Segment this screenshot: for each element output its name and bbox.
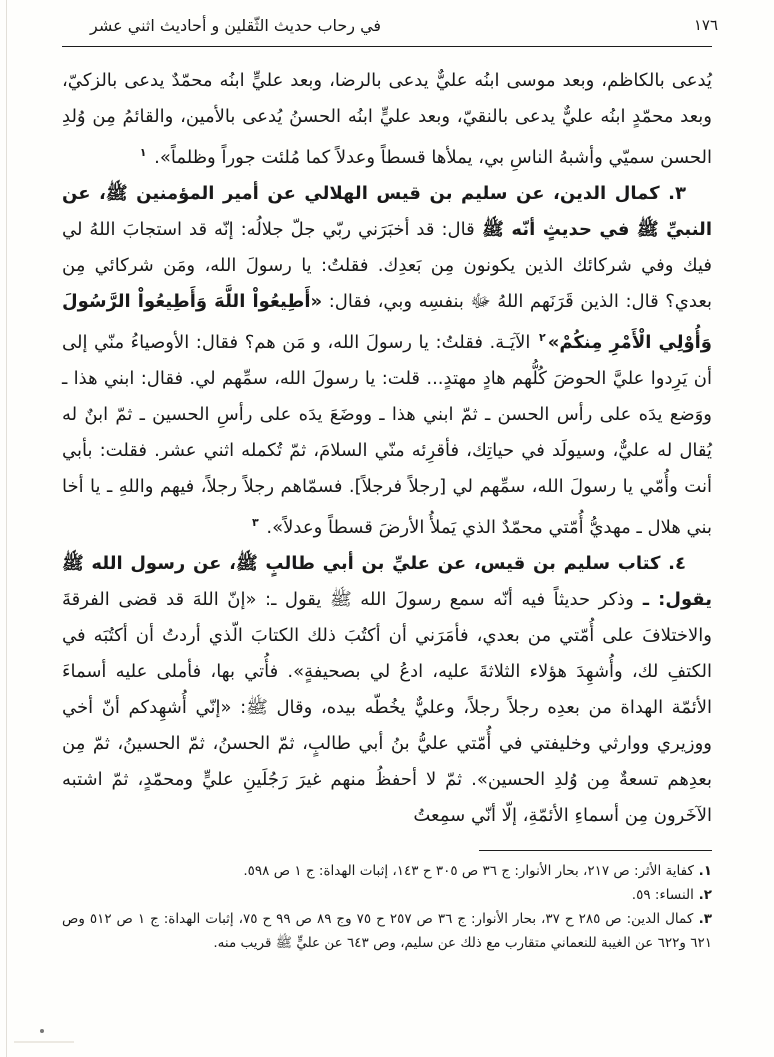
- footnotes-list: [62, 859, 712, 955]
- page-header: [62, 14, 718, 46]
- paragraph: [62, 176, 712, 546]
- scan-edge-artifact: [6, 0, 7, 1057]
- running-title: في رحاب حديث الثّقلين و أحاديث اثني عشر: [90, 16, 382, 35]
- text-run: وذكر حديثاً فيه أنّه سمع رسولَ الله ﷺ يقول ـ: «إنّ اللهَ قد قضى الفرقةَ والاختلافَ على أُمّتي من بعدي، فأمَرَني أن أكتُبَ ذلك الكتابَ الّذي أردتُ أن أكتُبَه في الكتفِ لك، وأُشهِدَ هؤلاء الثلاثةَ عليه، ادعُ لي بصحيفةٍ». فأُتي بها، فأملى عليه أسماءَ الأئمّة الهداة من بعدِه رجلاً رجلاً، وعليٌّ يخُطّه بيده، وقال ﷺ: «إنّي أُشهِدكم أنّ أخي ووزيري ووارثي وخليفتي في أُمّتي عليُّ بنُ أبي طالبٍ، ثمّ الحسنُ، ثمّ الحسينُ، ثمّ مِن بعدِهم تسعةٌ مِن وُلدِ الحسين». ثمّ لا أحفظُ منهم غيرَ رَجُلَينِ عليٍّ ومحمّدٍ، ثمّ اشتبه الآخَرون مِن أسماءِ الأئمّةِ، إلّا أنّي سمِعتُ: [62, 589, 712, 826]
- paragraph: [62, 63, 712, 176]
- text-run: ٤. كتاب سليم بن قيس، عن عليِّ بن أبي طالبٍ ﷺ، عن رسول الله ﷺ يقول: ـ: [62, 553, 712, 610]
- scan-speck-artifact: [40, 1029, 44, 1033]
- footnote-text: كفاية الأثر: ص ٢١٧، بحار الأنوار: ج ٣٦ ص ٣٠٥ ح ١٤٣، إثبات الهداة: ج ١ ص ٥٩٨.: [243, 863, 694, 879]
- text-run: يُدعى بالكاظم، وبعد موسى ابنُه عليٌّ يدعى بالرضا، وبعد عليٍّ ابنُه محمّدٌ يدعى بالزكيّ، وبعد محمّدٍ ابنُه عليٌّ يدعى بالنقيّ، وبعد عليٍّ ابنُه الحسنُ يُدعى بالأمين، والقائمُ مِن وُلدِ الحسن سميّي وأشبهُ الناسِ بي، يملأها قسطاً وعدلاً كما مُلئت جوراً وظلماً».: [62, 70, 712, 168]
- footnote-item: [62, 859, 712, 883]
- footnote-item: [62, 883, 712, 907]
- text-run: «أَطِيعُواْ اللَّهَ وَأَطِيعُواْ الرَّسُولَ وَأُوْلِي الْأَمْرِ مِنكُمْ»: [62, 291, 712, 353]
- footnote-ref: ٣: [251, 516, 259, 529]
- text-run: الآيَـة. فقلتُ: يا رسولَ الله، و مَن هم؟ فقال: الأوصياءُ منّي إلى أن يَرِدوا عليَّ الحوضَ كُلُّهم هادٍ مهتدٍ... قلت: يا رسولَ الله، سمِّهم لي. فقال: ابني هذا ـ ووَضع يدَه على رأس الحسن ـ ثمّ ابني هذا ـ ووضَعَ يدَه على رأسِ الحسين ـ ثمّ ابنٌ له يُقال له عليٌّ، وسيولَد في حياتِك، فأقرِئه منّي السلامَ، ثمّ تُكمله اثني عشر. فقلت: بأبي أنت وأُمّي يا رسولَ الله، سمِّهم لي [رجلاً فرجلاً]. فسمّاهم رجلاً رجلاً، فيهم واللهِ ـ يا أخا بني هلال ـ مهديُّ أُمّتي محمّدٌ الذي يَملأُ الأرضَ قسطاً وعدلاً».: [62, 332, 712, 538]
- footnote-number: ٣.: [693, 911, 713, 927]
- footnote-number: ٢.: [693, 887, 712, 903]
- footnotes: [62, 850, 712, 955]
- header-rule: [62, 46, 712, 47]
- footnote-item: [62, 907, 712, 955]
- text-run: ٣. كمال الدين، عن سليم بن قيس الهلالي عن أمير المؤمنين ﷺ، عن النبيِّ ﷺ في حديثٍ أنّه ﷺ: [62, 183, 712, 240]
- paragraph: [62, 546, 712, 834]
- footnote-ref: ١: [139, 146, 147, 159]
- page-number: ١٧٦: [693, 16, 718, 34]
- text-run: قال: قد أخبَرَني ربّي جلّ جلالُه: إنّه قد استجابَ اللهُ لي فيك وفي شركائك الذين يكونون مِن بَعدِك. فقلتُ: يا رسولَ الله، ومَن شركائي مِن بعدي؟ قال: الذين قَرَنَهم اللهُ ﷻ بنفسِه وبي، فقال:: [62, 219, 713, 312]
- footnote-ref: ٢: [538, 331, 546, 344]
- footnote-text: النساء: ٥٩.: [631, 887, 694, 903]
- footnote-number: ١.: [693, 863, 712, 879]
- scan-smudge-artifact: [14, 1041, 74, 1043]
- body-text: [62, 63, 712, 834]
- footnote-text: كمال الدين: ص ٢٨٥ ح ٣٧، بحار الأنوار: ج ٣٦ ص ٢٥٧ ح ٧٥ وج ٨٩ ص ٩٩ ح ٧٥، إثبات الهداة: ج ١ ص ٥١٢ وص ٦٢١ و٦٢٢ عن الغيبة للنعماني متقارب مع ذلك عن سليم، وص ٦٤٣ عن عليٍّ ﷺ قريب منه.: [62, 911, 712, 951]
- footnote-divider: [479, 850, 712, 851]
